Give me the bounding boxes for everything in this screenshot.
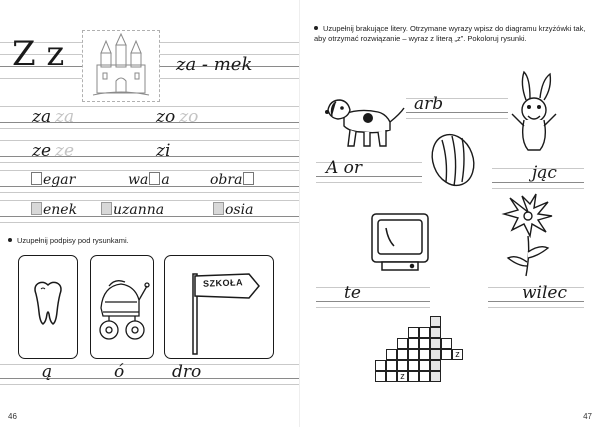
crossword-cell[interactable]	[408, 349, 419, 360]
crossword-cell[interactable]	[375, 360, 386, 371]
crossword-cell[interactable]	[397, 338, 408, 349]
flower-picture	[496, 192, 560, 283]
crossword-cell[interactable]	[419, 360, 430, 371]
fill-word-3: obra	[210, 172, 255, 188]
flower-word: wilec	[522, 283, 568, 303]
fill-word-6: osia	[212, 202, 253, 218]
crossword-cell[interactable]	[430, 327, 441, 338]
tv-word: te	[344, 283, 361, 303]
dog-picture	[320, 92, 408, 157]
crossword-cell[interactable]	[408, 338, 419, 349]
right-instruction: Uzupełnij brakujące litery. Otrzymane wyrazy wpisz do diagramu krzyżówki tak, aby otrzymać rozwiązanie – wyraz z literą „z”. Pokoloruj rysunki.	[314, 24, 586, 43]
pram-frame	[90, 255, 154, 359]
letter-box[interactable]	[243, 172, 254, 185]
tv-icon	[368, 210, 432, 274]
syllable-2: zo zo	[156, 107, 199, 127]
crossword-cell[interactable]	[419, 371, 430, 382]
right-page	[300, 0, 600, 427]
crossword-cell[interactable]	[430, 338, 441, 349]
fill-word-4: enek	[30, 202, 77, 218]
caption-2: ó	[114, 362, 125, 382]
crossword-cell[interactable]	[408, 371, 419, 382]
syllable-3: ze ze	[32, 141, 75, 161]
letter-box[interactable]	[101, 202, 112, 215]
crossword-cell[interactable]	[386, 349, 397, 360]
fill-word-2: wa a	[128, 172, 170, 188]
crossword-cell[interactable]	[419, 338, 430, 349]
flower-icon	[496, 192, 560, 278]
crossword-cell[interactable]	[430, 371, 441, 382]
letter-box[interactable]	[213, 202, 224, 215]
big-letters: Z z	[12, 34, 65, 74]
crossword-cell[interactable]	[430, 316, 441, 327]
page-fold	[299, 0, 300, 427]
signpost-icon	[165, 256, 273, 358]
crossword-cell[interactable]	[397, 360, 408, 371]
bunny-picture	[506, 70, 562, 161]
crossword-cell[interactable]: z	[397, 371, 408, 382]
fill-word-5: uzanna	[100, 202, 164, 218]
crossword-cell[interactable]	[386, 371, 397, 382]
melon-word: A or	[326, 158, 363, 178]
dog-icon	[320, 92, 408, 152]
tooth-icon	[19, 256, 77, 358]
crossword-cell[interactable]	[430, 349, 441, 360]
dog-word: arb	[414, 94, 444, 114]
caption-3: dro	[172, 362, 202, 382]
crossword-cell[interactable]	[419, 349, 430, 360]
tooth-frame	[18, 255, 78, 359]
bunny-word: jąc	[532, 163, 557, 183]
melon-picture	[426, 130, 480, 195]
castle-picture	[82, 30, 160, 102]
crossword-cell[interactable]	[375, 371, 386, 382]
letter-box[interactable]	[31, 172, 42, 185]
castle-icon	[83, 31, 159, 101]
crossword-cell[interactable]	[441, 338, 452, 349]
page-number-right: 47	[583, 412, 592, 421]
word-syllables: za - mek	[176, 54, 253, 75]
crossword-cell[interactable]	[397, 349, 408, 360]
left-instruction: Uzupełnij podpisy pod rysunkami.	[8, 236, 129, 246]
crossword-cell[interactable]	[419, 327, 430, 338]
crossword-cell[interactable]	[408, 360, 419, 371]
tv-picture	[368, 210, 432, 279]
crossword-cell[interactable]	[408, 327, 419, 338]
fill-word-1: egar	[30, 172, 75, 188]
page-number-left: 46	[8, 412, 17, 421]
signpost-frame	[164, 255, 274, 359]
syllable-4: zi	[156, 141, 171, 161]
syllable-1: za za	[32, 107, 75, 127]
bunny-icon	[506, 70, 562, 156]
letter-box[interactable]	[31, 202, 42, 215]
melon-icon	[426, 130, 480, 190]
letter-box[interactable]	[149, 172, 160, 185]
crossword-cell[interactable]	[386, 360, 397, 371]
crossword-cell[interactable]	[441, 349, 452, 360]
sign-text: SZKOŁA	[202, 277, 244, 289]
crossword-cell[interactable]: z	[452, 349, 463, 360]
caption-1: ą	[42, 362, 53, 382]
pram-icon	[91, 256, 153, 358]
crossword-cell[interactable]	[430, 360, 441, 371]
